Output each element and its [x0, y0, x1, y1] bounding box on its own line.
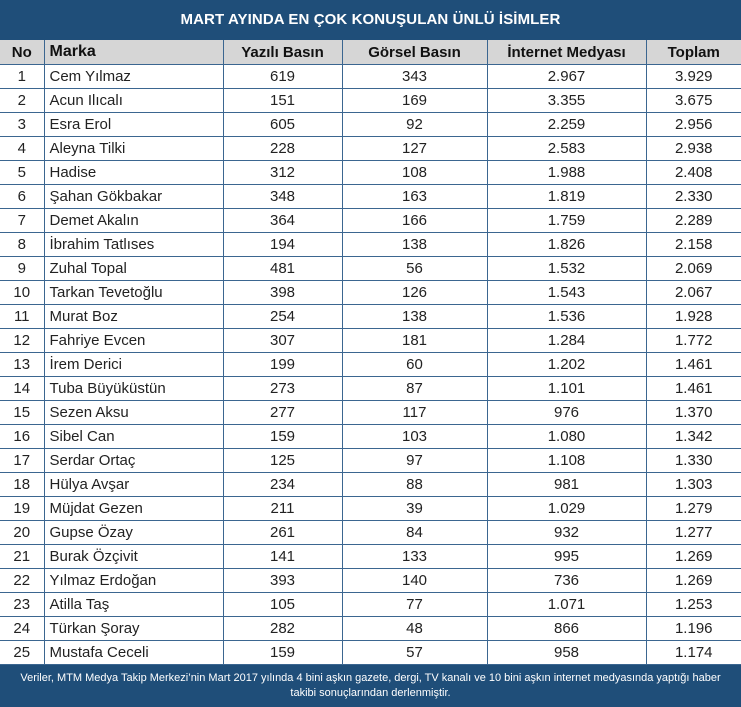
cell-no: 5	[0, 161, 44, 185]
cell-no: 19	[0, 497, 44, 521]
cell-marka: Mustafa Ceceli	[44, 641, 223, 665]
cell-yazili-basin: 228	[223, 137, 342, 161]
table-row	[0, 209, 741, 233]
cell-gorsel-basin: 169	[342, 89, 487, 113]
cell-internet-medyasi: 2.583	[487, 137, 646, 161]
cell-no: 14	[0, 377, 44, 401]
cell-toplam: 2.330	[646, 185, 741, 209]
cell-toplam: 1.279	[646, 497, 741, 521]
cell-toplam: 1.772	[646, 329, 741, 353]
cell-gorsel-basin: 57	[342, 641, 487, 665]
cell-internet-medyasi: 2.259	[487, 113, 646, 137]
cell-no: 8	[0, 233, 44, 257]
table-row	[0, 329, 741, 353]
cell-yazili-basin: 234	[223, 473, 342, 497]
cell-marka: İbrahim Tatlıses	[44, 233, 223, 257]
cell-gorsel-basin: 163	[342, 185, 487, 209]
cell-gorsel-basin: 84	[342, 521, 487, 545]
celebrity-mentions-table	[0, 40, 741, 665]
table-row	[0, 641, 741, 665]
cell-toplam: 1.303	[646, 473, 741, 497]
cell-marka: Cem Yılmaz	[44, 65, 223, 89]
cell-gorsel-basin: 77	[342, 593, 487, 617]
cell-no: 12	[0, 329, 44, 353]
cell-yazili-basin: 619	[223, 65, 342, 89]
table-row	[0, 425, 741, 449]
cell-gorsel-basin: 48	[342, 617, 487, 641]
cell-marka: Türkan Şoray	[44, 617, 223, 641]
cell-toplam: 1.196	[646, 617, 741, 641]
cell-toplam: 1.174	[646, 641, 741, 665]
cell-marka: Aleyna Tilki	[44, 137, 223, 161]
table-row	[0, 497, 741, 521]
cell-yazili-basin: 481	[223, 257, 342, 281]
cell-no: 22	[0, 569, 44, 593]
table-header-row	[0, 40, 741, 65]
cell-gorsel-basin: 39	[342, 497, 487, 521]
cell-gorsel-basin: 87	[342, 377, 487, 401]
cell-yazili-basin: 194	[223, 233, 342, 257]
cell-no: 23	[0, 593, 44, 617]
cell-internet-medyasi: 981	[487, 473, 646, 497]
cell-yazili-basin: 282	[223, 617, 342, 641]
table-row	[0, 161, 741, 185]
cell-internet-medyasi: 976	[487, 401, 646, 425]
cell-marka: Esra Erol	[44, 113, 223, 137]
cell-yazili-basin: 364	[223, 209, 342, 233]
cell-gorsel-basin: 60	[342, 353, 487, 377]
cell-gorsel-basin: 140	[342, 569, 487, 593]
cell-marka: Serdar Ortaç	[44, 449, 223, 473]
cell-toplam: 1.370	[646, 401, 741, 425]
column-header-yazili-basin: Yazılı Basın	[223, 40, 342, 65]
cell-marka: Atilla Taş	[44, 593, 223, 617]
cell-gorsel-basin: 117	[342, 401, 487, 425]
table-row	[0, 521, 741, 545]
cell-no: 9	[0, 257, 44, 281]
table-row	[0, 401, 741, 425]
cell-gorsel-basin: 138	[342, 233, 487, 257]
cell-gorsel-basin: 166	[342, 209, 487, 233]
cell-toplam: 1.461	[646, 377, 741, 401]
cell-yazili-basin: 398	[223, 281, 342, 305]
cell-toplam: 1.253	[646, 593, 741, 617]
cell-internet-medyasi: 1.029	[487, 497, 646, 521]
cell-internet-medyasi: 1.819	[487, 185, 646, 209]
cell-no: 16	[0, 425, 44, 449]
cell-toplam: 1.330	[646, 449, 741, 473]
cell-internet-medyasi: 1.532	[487, 257, 646, 281]
cell-gorsel-basin: 88	[342, 473, 487, 497]
cell-toplam: 2.069	[646, 257, 741, 281]
table-row	[0, 65, 741, 89]
cell-marka: Yılmaz Erdoğan	[44, 569, 223, 593]
cell-internet-medyasi: 1.101	[487, 377, 646, 401]
table-row	[0, 617, 741, 641]
cell-no: 2	[0, 89, 44, 113]
cell-toplam: 2.956	[646, 113, 741, 137]
cell-yazili-basin: 151	[223, 89, 342, 113]
cell-marka: Sibel Can	[44, 425, 223, 449]
cell-internet-medyasi: 958	[487, 641, 646, 665]
cell-gorsel-basin: 103	[342, 425, 487, 449]
cell-gorsel-basin: 97	[342, 449, 487, 473]
cell-no: 6	[0, 185, 44, 209]
cell-gorsel-basin: 181	[342, 329, 487, 353]
cell-internet-medyasi: 1.284	[487, 329, 646, 353]
cell-marka: Acun Ilıcalı	[44, 89, 223, 113]
cell-yazili-basin: 605	[223, 113, 342, 137]
table-row	[0, 281, 741, 305]
cell-yazili-basin: 141	[223, 545, 342, 569]
table-row	[0, 305, 741, 329]
cell-internet-medyasi: 1.536	[487, 305, 646, 329]
cell-yazili-basin: 159	[223, 425, 342, 449]
cell-marka: Murat Boz	[44, 305, 223, 329]
column-header-marka: Marka	[44, 40, 223, 65]
cell-toplam: 2.067	[646, 281, 741, 305]
cell-internet-medyasi: 736	[487, 569, 646, 593]
cell-marka: Hülya Avşar	[44, 473, 223, 497]
cell-toplam: 3.675	[646, 89, 741, 113]
cell-toplam: 1.928	[646, 305, 741, 329]
cell-marka: Hadise	[44, 161, 223, 185]
cell-internet-medyasi: 932	[487, 521, 646, 545]
cell-marka: Gupse Özay	[44, 521, 223, 545]
cell-no: 20	[0, 521, 44, 545]
cell-marka: İrem Derici	[44, 353, 223, 377]
cell-yazili-basin: 125	[223, 449, 342, 473]
cell-gorsel-basin: 126	[342, 281, 487, 305]
cell-internet-medyasi: 995	[487, 545, 646, 569]
cell-yazili-basin: 348	[223, 185, 342, 209]
cell-yazili-basin: 211	[223, 497, 342, 521]
cell-toplam: 1.269	[646, 545, 741, 569]
cell-no: 13	[0, 353, 44, 377]
cell-yazili-basin: 393	[223, 569, 342, 593]
cell-gorsel-basin: 108	[342, 161, 487, 185]
cell-internet-medyasi: 1.826	[487, 233, 646, 257]
column-header-no: No	[0, 40, 44, 65]
table-row	[0, 89, 741, 113]
cell-internet-medyasi: 1.108	[487, 449, 646, 473]
table-body	[0, 65, 741, 665]
cell-toplam: 2.408	[646, 161, 741, 185]
cell-internet-medyasi: 866	[487, 617, 646, 641]
cell-marka: Şahan Gökbakar	[44, 185, 223, 209]
table-row	[0, 473, 741, 497]
page-title: MART AYINDA EN ÇOK KONUŞULAN ÜNLÜ İSİMLER	[0, 0, 741, 40]
cell-internet-medyasi: 3.355	[487, 89, 646, 113]
cell-gorsel-basin: 343	[342, 65, 487, 89]
cell-toplam: 1.342	[646, 425, 741, 449]
cell-yazili-basin: 277	[223, 401, 342, 425]
cell-yazili-basin: 273	[223, 377, 342, 401]
table-row	[0, 137, 741, 161]
cell-internet-medyasi: 1.202	[487, 353, 646, 377]
cell-internet-medyasi: 1.988	[487, 161, 646, 185]
cell-no: 1	[0, 65, 44, 89]
cell-no: 15	[0, 401, 44, 425]
cell-no: 17	[0, 449, 44, 473]
cell-toplam: 1.461	[646, 353, 741, 377]
cell-no: 18	[0, 473, 44, 497]
table-row	[0, 593, 741, 617]
cell-toplam: 2.158	[646, 233, 741, 257]
column-header-toplam: Toplam	[646, 40, 741, 65]
table-row	[0, 185, 741, 209]
cell-marka: Fahriye Evcen	[44, 329, 223, 353]
cell-marka: Sezen Aksu	[44, 401, 223, 425]
cell-marka: Tuba Büyüküstün	[44, 377, 223, 401]
column-header-gorsel-basin: Görsel Basın	[342, 40, 487, 65]
cell-toplam: 3.929	[646, 65, 741, 89]
cell-no: 21	[0, 545, 44, 569]
cell-no: 4	[0, 137, 44, 161]
cell-yazili-basin: 105	[223, 593, 342, 617]
cell-no: 24	[0, 617, 44, 641]
cell-no: 7	[0, 209, 44, 233]
cell-yazili-basin: 312	[223, 161, 342, 185]
cell-marka: Burak Özçivit	[44, 545, 223, 569]
cell-gorsel-basin: 127	[342, 137, 487, 161]
table-row	[0, 353, 741, 377]
cell-no: 25	[0, 641, 44, 665]
cell-internet-medyasi: 2.967	[487, 65, 646, 89]
cell-gorsel-basin: 138	[342, 305, 487, 329]
cell-toplam: 2.938	[646, 137, 741, 161]
table-row	[0, 233, 741, 257]
cell-marka: Müjdat Gezen	[44, 497, 223, 521]
cell-yazili-basin: 199	[223, 353, 342, 377]
cell-marka: Zuhal Topal	[44, 257, 223, 281]
table-row	[0, 569, 741, 593]
cell-gorsel-basin: 92	[342, 113, 487, 137]
source-footnote: Veriler, MTM Medya Takip Merkezi’nin Mart 2017 yılında 4 bini aşkın gazete, dergi, TV kanalı ve 10 bini aşkın internet medyasında yaptığı haber takibi sonuçlarından derlenmiştir.	[0, 665, 741, 707]
cell-yazili-basin: 254	[223, 305, 342, 329]
table-row	[0, 449, 741, 473]
cell-yazili-basin: 159	[223, 641, 342, 665]
table-row	[0, 257, 741, 281]
cell-marka: Tarkan Tevetoğlu	[44, 281, 223, 305]
cell-yazili-basin: 307	[223, 329, 342, 353]
cell-internet-medyasi: 1.080	[487, 425, 646, 449]
table-row	[0, 377, 741, 401]
cell-gorsel-basin: 56	[342, 257, 487, 281]
cell-internet-medyasi: 1.759	[487, 209, 646, 233]
cell-marka: Demet Akalın	[44, 209, 223, 233]
cell-gorsel-basin: 133	[342, 545, 487, 569]
cell-toplam: 1.269	[646, 569, 741, 593]
cell-yazili-basin: 261	[223, 521, 342, 545]
table-row	[0, 545, 741, 569]
cell-toplam: 1.277	[646, 521, 741, 545]
cell-internet-medyasi: 1.543	[487, 281, 646, 305]
cell-toplam: 2.289	[646, 209, 741, 233]
column-header-internet-medyasi: İnternet Medyası	[487, 40, 646, 65]
cell-no: 3	[0, 113, 44, 137]
table-row	[0, 113, 741, 137]
cell-internet-medyasi: 1.071	[487, 593, 646, 617]
cell-no: 10	[0, 281, 44, 305]
cell-no: 11	[0, 305, 44, 329]
